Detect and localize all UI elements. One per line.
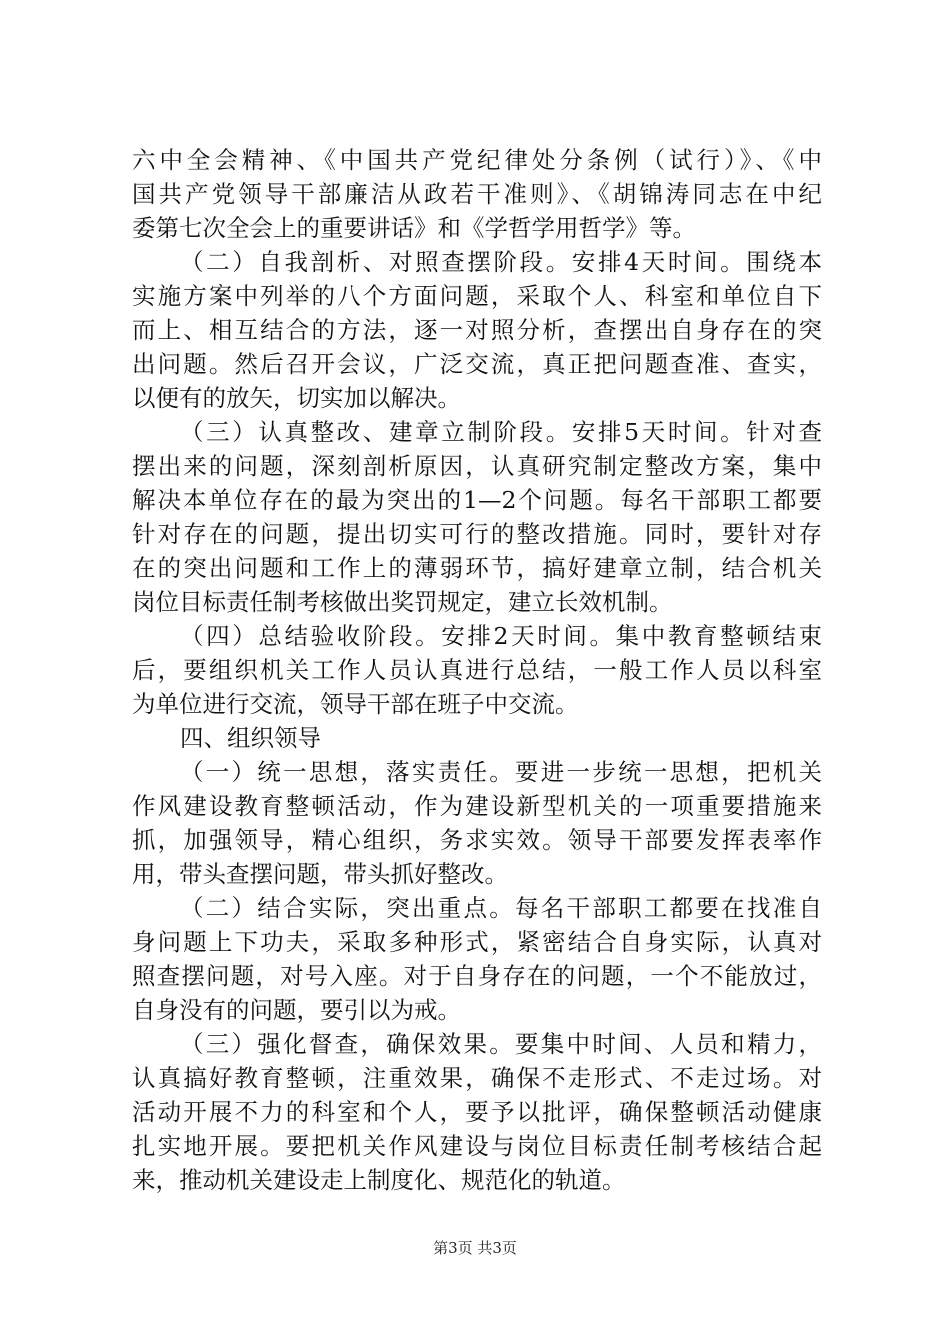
text-line: 用，带头查摆问题，带头抓好整改。 — [132, 860, 508, 888]
text-line: 而上、相互结合的方法，逐一对照分析，查摆出自身存在的突 — [132, 316, 822, 344]
text-line: 摆出来的问题，深刻剖析原因，认真研究制定整改方案，集中 — [132, 452, 822, 480]
text-line: 实施方案中列举的八个方面问题，采取个人、科室和单位自下 — [132, 282, 822, 310]
text-line: 照查摆问题，对号入座。对于自身存在的问题，一个不能放过， — [132, 962, 822, 990]
text-line: 国共产党领导干部廉洁从政若干准则》、《胡锦涛同志在中纪 — [132, 180, 822, 208]
text-line: 活动开展不力的科室和个人，要予以批评，确保整顿活动健康 — [132, 1098, 822, 1126]
text-line: （二）自我剖析、对照查摆阶段。安排4天时间。围绕本 — [180, 248, 822, 276]
text-line: 为单位进行交流，领导干部在班子中交流。 — [132, 690, 579, 718]
text-line: 后，要组织机关工作人员认真进行总结，一般工作人员以科室 — [132, 656, 822, 684]
text-line: 抓，加强领导，精心组织，务求实效。领导干部要发挥表率作 — [132, 826, 822, 854]
text-line: 委第七次全会上的重要讲话》和《学哲学用哲学》等。 — [132, 214, 696, 242]
text-line: 岗位目标责任制考核做出奖罚规定，建立长效机制。 — [132, 588, 673, 616]
text-line: 以便有的放矢，切实加以解决。 — [132, 384, 461, 412]
text-line: 作风建设教育整顿活动，作为建设新型机关的一项重要措施来 — [132, 792, 822, 820]
text-line: （二）结合实际，突出重点。每名干部职工都要在找准自 — [180, 894, 822, 922]
text-line: （一）统一思想，落实责任。要进一步统一思想，把机关 — [180, 758, 822, 786]
page-footer: 第3页 共3页 — [433, 1239, 517, 1257]
text-line: 出问题。然后召开会议，广泛交流，真正把问题查准、查实， — [132, 350, 822, 378]
text-line: 针对存在的问题，提出切实可行的整改措施。同时，要针对存 — [132, 520, 822, 548]
text-line: 认真搞好教育整顿，注重效果，确保不走形式、不走过场。对 — [132, 1064, 822, 1092]
text-line: 四、组织领导 — [180, 724, 321, 752]
text-line: 六中全会精神、《中国共产党纪律处分条例（试行）》、《中 — [132, 146, 822, 174]
text-line: 身问题上下功夫，采取多种形式，紧密结合自身实际，认真对 — [132, 928, 822, 956]
text-line: （三）认真整改、建章立制阶段。安排5天时间。针对查 — [180, 418, 822, 446]
text-line: 扎实地开展。要把机关作风建设与岗位目标责任制考核结合起 — [132, 1132, 822, 1160]
text-line: （三）强化督查，确保效果。要集中时间、人员和精力， — [180, 1030, 822, 1058]
document-body — [132, 143, 822, 1197]
text-line: 自身没有的问题，要引以为戒。 — [132, 996, 461, 1024]
text-line: （四）总结验收阶段。安排2天时间。集中教育整顿结束 — [180, 622, 822, 650]
text-line: 在的突出问题和工作上的薄弱环节，搞好建章立制，结合机关 — [132, 554, 822, 582]
text-line: 来，推动机关建设走上制度化、规范化的轨道。 — [132, 1166, 626, 1194]
text-line: 解决本单位存在的最为突出的1—2个问题。每名干部职工都要 — [132, 486, 822, 514]
